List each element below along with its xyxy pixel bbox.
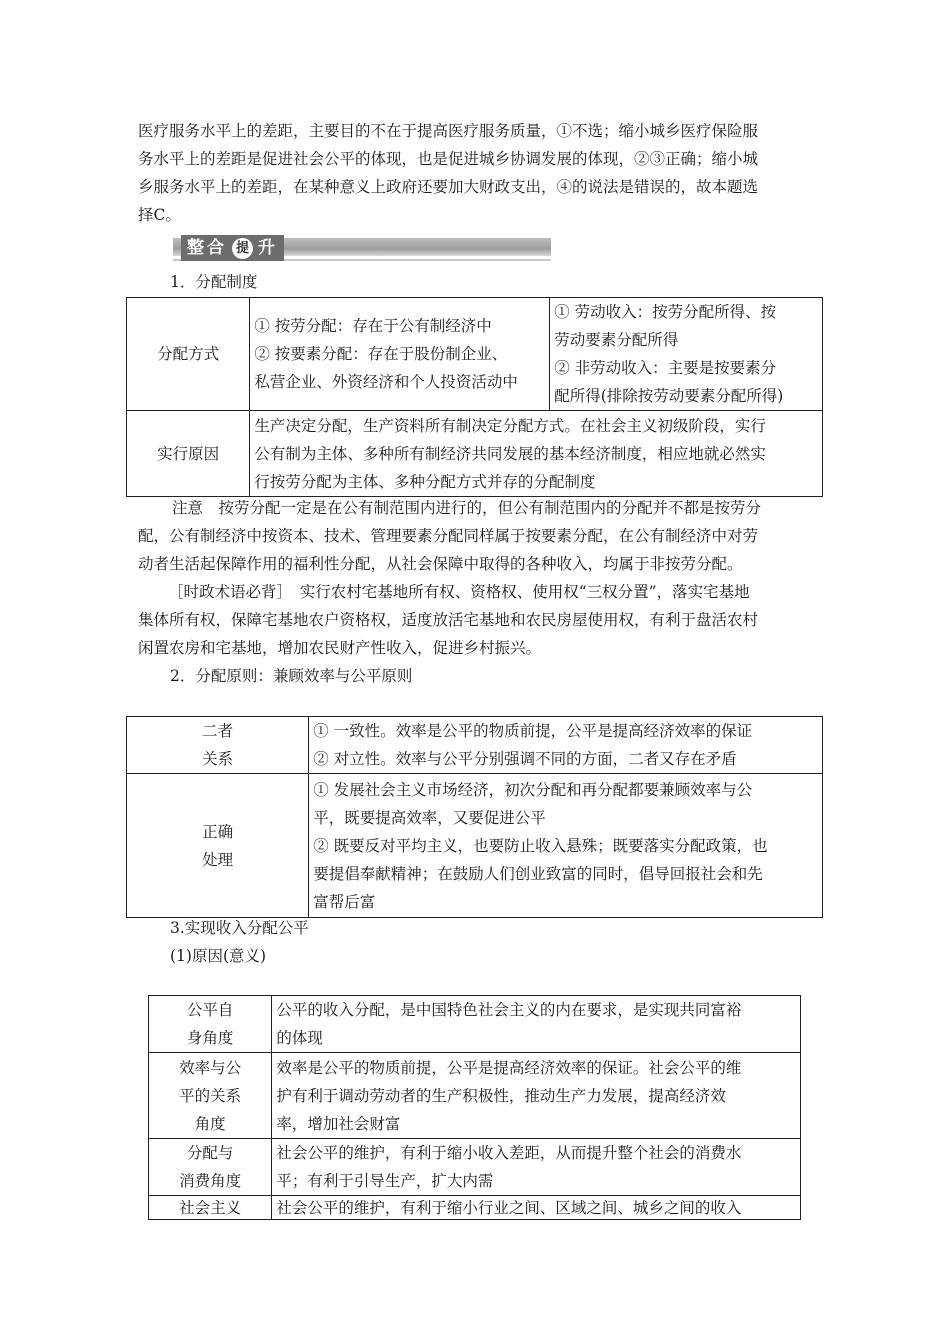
intro-paragraph [138,117,758,229]
row-label [149,996,272,1053]
text-line: 配，公有制经济中按资本、技术、管理要素分配同样属于按要素分配，在公有制经济中对劳 [138,527,759,545]
term-paragraph [138,578,758,662]
text-line: 乡服务水平上的差距，在某种意义上政府还要加大财政支出，④的说法是错误的，故本题选 [138,178,759,196]
text-line: 择C。 [138,206,181,224]
note-paragraph [138,494,761,578]
section3-heading: 3.实现收入分配公平 [170,919,309,937]
table-row [127,298,823,411]
cell-line: 劳动要素分配所得 [554,331,679,349]
cell-line: 公有制为主体、多种所有制经济共同发展的基本经济制度，相应地就必然实 [254,444,766,463]
row-label [127,774,309,918]
fairness-reasons-table [148,995,801,1220]
label-line: 处理 [202,850,234,869]
text-line: 集体所有权，保障宅基地农户资格权，适度放活宅基地和农民房屋使用权，有利于盘活农村 [138,611,759,629]
cell-line: ② 既要反对平均主义，也要防止收入悬殊；既要落实分配政策，也 [313,836,768,855]
row-cell [309,717,823,774]
cell-line: 行按劳分配为主体、多种分配方式并存的分配制度 [254,472,596,491]
cell-line: 要提倡奉献精神；在鼓励人们创业致富的同时，倡导回报社会和先 [313,864,763,883]
cell-line: 私营企业、外资经济和个人投资活动中 [254,373,518,391]
row-cell [272,1053,801,1139]
section3-subheading: (1)原因(意义) [170,947,267,965]
row-label: 社会主义 [149,1196,272,1220]
text-line: 闲置农房和宅基地，增加农民财产性收入，促进乡村振兴。 [138,639,542,657]
text-line: 医疗服务水平上的差距，主要目的不在于提高医疗服务质量，①不选；缩小城乡医疗保险服 [138,122,759,140]
row-cell [550,298,823,411]
label-line: 公平自 [186,1001,234,1019]
label-line: 正确 [202,822,234,841]
section-banner [173,236,551,262]
section1-heading: 1．分配制度 [170,273,258,291]
banner-text-part2: 升 [258,238,278,258]
table-row [149,1196,801,1220]
text-line: 注意 按劳分配一定是在公有制范围内进行的，但公有制范围内的分配并不都是按劳分 [172,499,762,517]
section2-heading: 2．分配原则：兼顾效率与公平原则 [170,667,413,685]
table-row [149,1139,801,1196]
label-line: 平的关系 [179,1086,242,1105]
cell-line: 率，增加社会财富 [276,1114,401,1133]
cell-line: 公平的收入分配，是中国特色社会主义的内在要求，是实现共同富裕 [276,1001,742,1019]
cell-line: 效率是公平的物质前提，公平是提高经济效率的保证。社会公平的维 [276,1058,742,1077]
cell-line: ① 劳动收入：按劳分配所得、按 [554,303,777,321]
cell-line: ① 一致性。效率是公平的物质前提，公平是提高经济效率的保证 [313,722,753,740]
table-row [149,996,801,1053]
text-line: 务水平上的差距是促进社会公平的体现，也是促进城乡协调发展的体现，②③正确；缩小城 [138,150,759,168]
row-label [127,717,309,774]
cell-line: 生产决定分配，生产资料所有制决定分配方式。在社会主义初级阶段，实行 [254,416,766,435]
row-cell [250,411,823,497]
label-line: 分配与 [186,1144,234,1162]
cell-line: 富帮后富 [313,892,376,911]
cell-line: ① 按劳分配：存在于公有制经济中 [254,317,492,335]
cell-line: ② 非劳动收入：主要是按要素分 [554,359,777,377]
label-line: 身角度 [186,1029,234,1047]
table-row [149,1053,801,1139]
row-cell [309,774,823,918]
cell-line: ② 按要素分配：存在于股份制企业、 [254,345,508,363]
row-label: 实行原因 [127,411,250,497]
table-row [127,717,823,774]
row-cell [272,996,801,1053]
text-line: ［时政术语必背］ 实行农村宅基地所有权、资格权、使用权“三权分置”，落实宅基地 [168,583,750,601]
cell-line: 配所得(排除按劳动要素分配所得) [554,387,784,405]
row-cell: 社会公平的维护，有利于缩小行业之间、区域之间、城乡之间的收入 [272,1196,801,1220]
label-line: 二者 [202,722,234,740]
label-line: 关系 [202,750,234,768]
banner-title [181,235,284,261]
cell-line: 平，既要提高效率，又要促进公平 [313,808,546,827]
cell-line: 护有利于调动劳动者的生产积极性，推动生产力发展，提高经济效 [276,1086,726,1105]
efficiency-fairness-table [126,716,823,918]
label-line: 角度 [194,1114,226,1133]
row-cell [250,298,550,411]
row-cell [272,1139,801,1196]
distribution-system-table [126,297,823,497]
label-line: 效率与公 [179,1058,242,1077]
cell-line: ② 对立性。效率与公平分别强调不同的方面，二者又存在矛盾 [313,750,737,768]
row-label: 分配方式 [127,298,250,411]
banner-circle-badge: 提 [232,238,253,259]
cell-line: ① 发展社会主义市场经济，初次分配和再分配都要兼顾效率与公 [313,780,753,799]
row-label [149,1053,272,1139]
cell-line: 的体现 [276,1029,323,1047]
text-line: 动者生活起保障作用的福利性分配，从社会保障中取得的各种收入，均属于非按劳分配。 [138,555,743,573]
cell-line: 平；有利于引导生产，扩大内需 [276,1172,494,1190]
cell-line: 社会公平的维护，有利于缩小收入差距，从而提升整个社会的消费水 [276,1144,742,1162]
row-label [149,1139,272,1196]
table-row [127,774,823,918]
label-line: 消费角度 [179,1172,242,1190]
table-row [127,411,823,497]
banner-text-part1: 整合 [187,238,227,258]
